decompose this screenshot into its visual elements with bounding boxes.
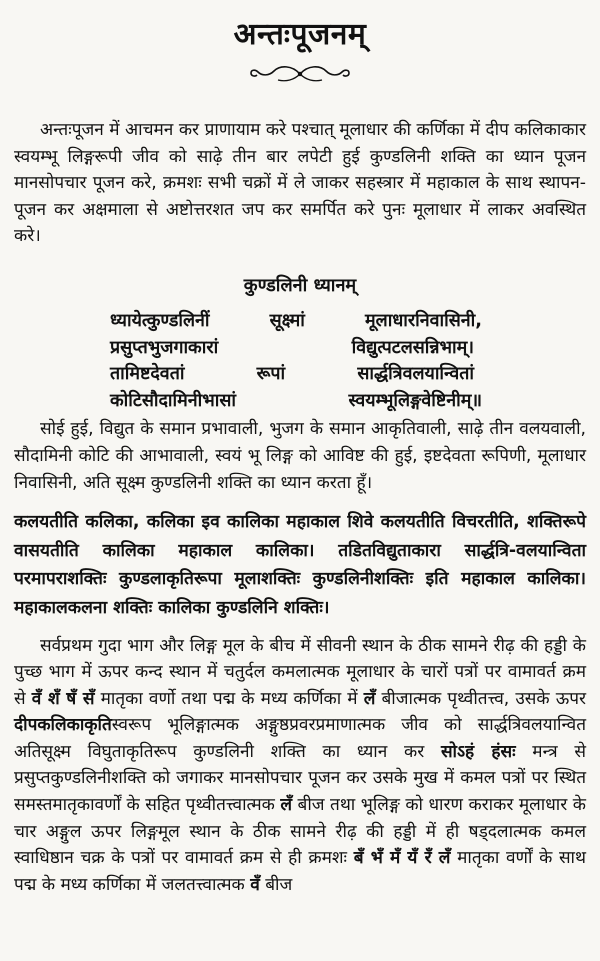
verse-line (14, 361, 586, 388)
body-text: बीज तथा भूलिङ्ग को धारण कराकर मूलाधार के चार अङ्गुल ऊपर लिङ्गमूल स्थान के ठीक सामने रीढ़ की हड्डी में ही षड्दलात्मक कमल स्वाधिष्ठान चक्र के पत्रों पर वामावर्त क्रम से ही क्रमशः (14, 795, 586, 869)
bold-term: दीपकलिकाकृति (14, 715, 112, 736)
bija-mantra: लँ (363, 688, 376, 709)
body-text: मातृका वर्णो तथा पद्म के मध्य कर्णिका में (94, 688, 364, 709)
mantra-text: सोऽहं हंसः (440, 741, 516, 762)
body-text: सर्वप्रथम गुदा भाग और लिङ्ग मूल के बीच में सीवनी स्थान के ठीक सामने रीढ़ की हड्डी के पुच्छ भाग में ऊपर कन्द स्थान में चतुर्दल कमलात्मक मूलाधार के चारों पत्रों पर वामावर्त क्रम से (14, 635, 586, 709)
verse-word: मूलाधारनिवासिनी, (365, 309, 482, 331)
body-paragraph (14, 633, 586, 899)
body-text: बीज (259, 874, 293, 895)
verse-line (14, 308, 586, 335)
body-text: मातृका वर्णों के साथ पद्म के मध्य कर्णिका में जलतत्त्वात्मक (14, 848, 586, 895)
verse-word: रूपां (256, 363, 286, 385)
verse-word: स्वयम्भूलिङ्गवेष्टिनीम्॥ (348, 389, 482, 411)
verse-line (14, 335, 586, 362)
meaning-paragraph: सोई हुई, विद्युत के समान प्रभावाली, भुजग के समान आकृतिवाली, साढ़े तीन वलयवाली, सौदामिनी कोटि की आभावाली, स्वयं भू लिङ्ग को आविष्ट की हुई, इष्टदेवता रूपिणी, मूलाधार निवासिनी, अति सूक्ष्म कुण्डलिनी शक्ति का ध्यान करता हूँ। (14, 419, 586, 493)
intro-paragraph: अन्तःपूजन में आचमन कर प्राणायाम करे पश्चात् मूलाधार की कर्णिका में दीप कलिकाकार स्वयम्भू लिङ्गरूपी जीव को साढ़े तीन बार लपेटी हुई कुण्डलिनी शक्ति का ध्यान पूजन मानसोपचार पूजन करे, क्रमशः सभी चक्रों में ले जाकर सहस्त्रार में महाकाल के साथ स्थापन-पूजन कर अक्षमाला से अष्टोत्तरशत जप कर समर्पित करे पुनः मूलाधार में लाकर अवस्थित करे। (14, 120, 586, 247)
verse-line (14, 388, 586, 415)
page-title: अन्तःपूजनम् (233, 17, 367, 52)
body-text: स्वरूप भूलिङ्गात्मक अङ्गुष्ठप्रवरप्रमाणात्मक जीव को सार्द्धत्रिवलयान्वित अतिसूक्ष्म विघुताकृतिरूप कुण्डलिनी शक्ति का ध्यान कर (14, 715, 586, 762)
bija-mantra: वँ (250, 874, 260, 895)
verse-word: ध्यायेत्कुण्डलिनीं (110, 309, 210, 331)
body-text: बीजात्मक पृथ्वीतत्त्व, उसके ऊपर (375, 688, 587, 709)
dhyana-verse (14, 308, 586, 414)
dhyanam-heading: कुण्डलिनी ध्यानम् (243, 274, 357, 296)
verse-word: विद्युत्पटलसन्निभाम्। (351, 336, 474, 358)
body-text: मन्त्र से प्रसुप्तकुण्डलिनीशक्ति को जगाकर मानसोपचार पूजन कर उसके मुख में कमल पत्रों पर स्थित समस्तमातृकावर्णों के सहित पृथ्वीतत्त्वात्मक (14, 741, 586, 816)
verse-word: तामिष्टदेवतां (110, 363, 185, 385)
scroll-flourish-icon (244, 62, 356, 86)
verse-word: सूक्ष्मां (269, 309, 305, 331)
sanskrit-paragraph: कलयतीति कलिका, कलिका इव कालिका महाकाल शिवे कलयतीति विचरतीति, शक्तिरूपे वासयतीति कालिका महाकाल कालिका। तडितविद्युताकारा सार्द्धत्रि-वलयान्विता परमापराशक्तिः कुण्डलाकृतिरूपा मूलाशक्तिः कुण्डलिनीशक्तिः इति महाकाल कालिका। महाकालकलना शक्तिः कालिका कुण्डलिनि शक्तिः। (14, 512, 586, 618)
matrika-letters: बँ भँ मँ यँ रँ लँ (353, 848, 451, 869)
verse-word: प्रसुप्तभुजगाकारां (110, 336, 219, 358)
matrika-letters: वँ शँ षँ सँ (31, 688, 95, 709)
bija-mantra: लँ (280, 795, 292, 816)
verse-word: सार्द्धत्रिवलयान्वितां (357, 363, 474, 385)
verse-word: कोटिसौदामिनीभासां (110, 389, 236, 411)
